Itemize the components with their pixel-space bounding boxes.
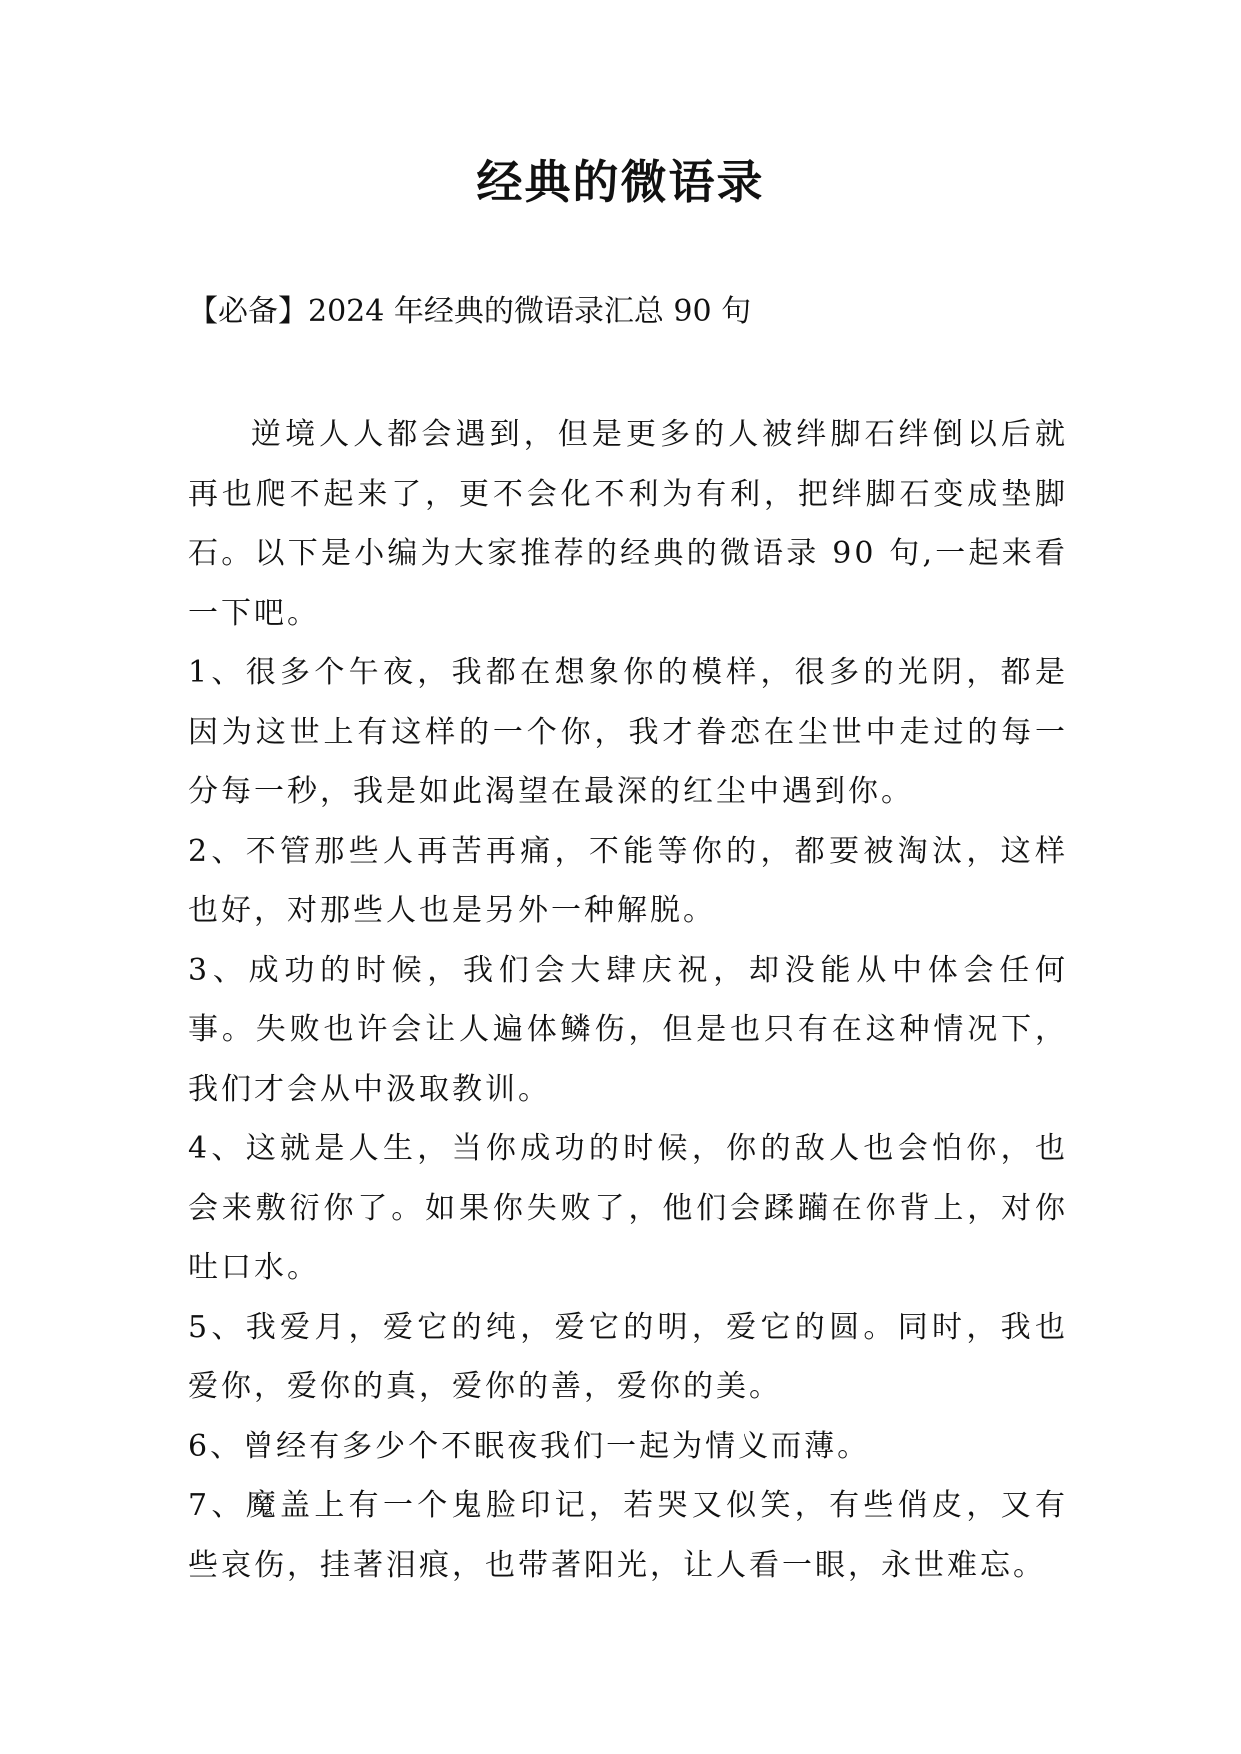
quote-item-4: 4、这就是人生，当你成功的时候，你的敌人也会怕你，也会来敷衍你了。如果你失败了，他们会蹂躏在你背上，对你吐口水。 bbox=[188, 1131, 1068, 1285]
quote-item-7: 7、魔盖上有一个鬼脸印记，若哭又似笑，有些俏皮，又有些哀伤，挂著泪痕，也带著阳光，让人看一眼，永世难忘。 bbox=[188, 1488, 1068, 1583]
document-subtitle: 【必备】2024 年经典的微语录汇总 90 句 bbox=[188, 294, 752, 329]
quote-item-2: 2、不管那些人再苦再痛，不能等你的，都要被淘汰，这样也好，对那些人也是另外一种解脱。 bbox=[188, 833, 1068, 928]
quote-item-1: 1、很多个午夜，我都在想象你的模样，很多的光阴，都是因为这世上有这样的一个你，我才眷恋在尘世中走过的每一分每一秒，我是如此渴望在最深的红尘中遇到你。 bbox=[188, 655, 1068, 809]
quote-item-3: 3、成功的时候，我们会大肆庆祝，却没能从中体会任何事。失败也许会让人遍体鳞伤，但是也只有在这种情况下，我们才会从中汲取教训。 bbox=[188, 952, 1068, 1107]
document-title: 经典的微语录 bbox=[476, 155, 765, 209]
quote-item-5: 5、我爱月，爱它的纯，爱它的明，爱它的圆。同时，我也爱你，爱你的真，爱你的善，爱你的美。 bbox=[188, 1309, 1068, 1404]
document-body bbox=[188, 405, 1068, 1595]
intro-paragraph: 逆境人人都会遇到，但是更多的人被绊脚石绊倒以后就再也爬不起来了，更不会化不利为有利，把绊脚石变成垫脚石。以下是小编为大家推荐的经典的微语录 90 句,一起来看一下吧。 bbox=[188, 417, 1068, 631]
quote-item-6: 6、曾经有多少个不眠夜我们一起为情义而薄。 bbox=[188, 1428, 871, 1464]
